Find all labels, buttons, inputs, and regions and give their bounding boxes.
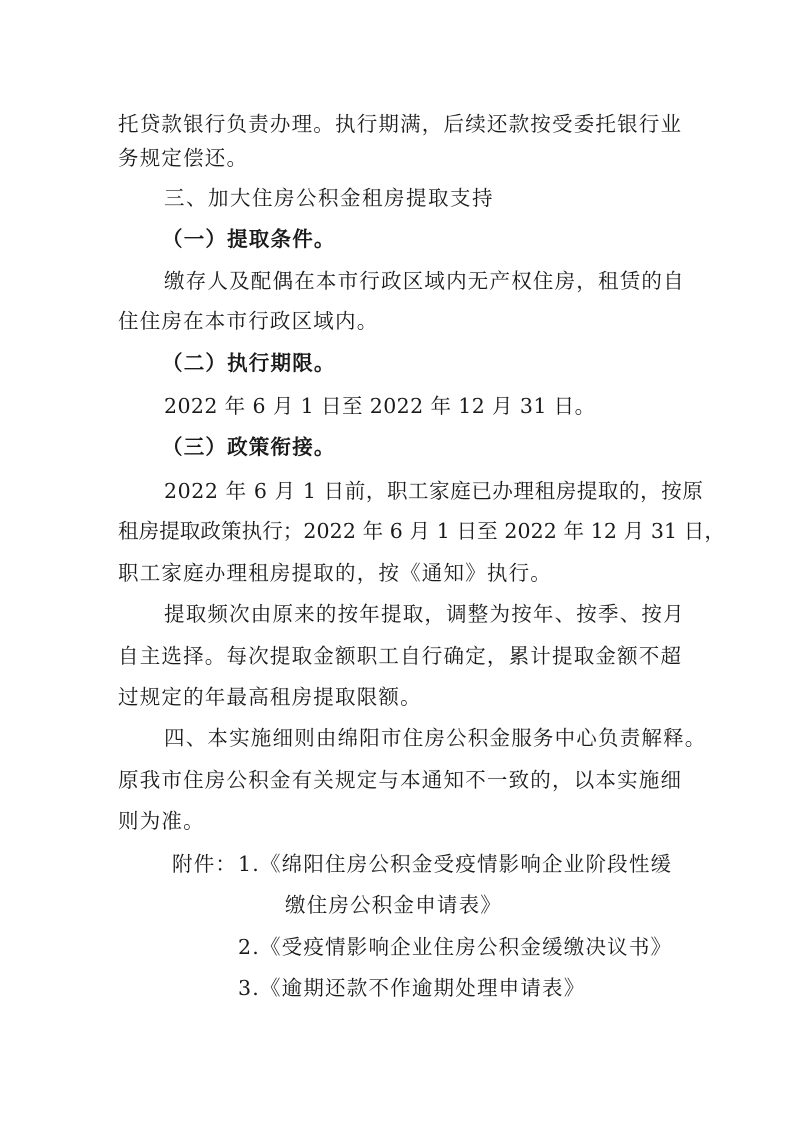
subsection-1-line-2: 住住房在本市行政区域内。	[118, 309, 379, 333]
attachments-label: 附件：	[172, 852, 238, 876]
subsection-3-para-1-line-3: 职工家庭办理租房提取的，按《通知》执行。	[118, 561, 552, 585]
subsection-3-para-1-line-2: 租房提取政策执行；2022 年 6 月 1 日至 2022 年 12 月 31 日，	[118, 519, 725, 543]
subsection-3-para-2-line-3: 过规定的年最高租房提取限额。	[118, 685, 422, 709]
attachment-1-line-2: 缴住房公积金申请表》	[285, 893, 502, 917]
subsection-1-line-1: 缴存人及配偶在本市行政区域内无产权住房，租赁的自	[164, 269, 685, 293]
subsection-2-heading: （二）执行期限。	[162, 351, 336, 375]
subsection-3-heading: （三）政策衔接。	[162, 435, 336, 459]
continuation-line-2: 务规定偿还。	[118, 146, 249, 170]
subsection-3-para-2-line-2: 自主选择。每次提取金额职工自行确定，累计提取金额不超	[118, 644, 683, 668]
attachment-3: 3.《逾期还款不作逾期处理申请表》	[238, 976, 586, 1000]
subsection-3-para-1-line-1: 2022 年 6 月 1 日前，职工家庭已办理租房提取的，按原	[164, 479, 704, 503]
section-4-line-1: 四、本实施细则由绵阳市住房公积金服务中心负责解释。	[164, 726, 707, 750]
section-3-heading: 三、加大住房公积金租房提取支持	[164, 186, 494, 210]
subsection-2-line-1: 2022 年 6 月 1 日至 2022 年 12 月 31 日。	[164, 394, 596, 418]
section-4-line-3: 则为准。	[118, 809, 205, 833]
section-4-line-2: 原我市住房公积金有关规定与本通知不一致的，以本实施细	[118, 768, 683, 792]
subsection-3-para-2-line-1: 提取频次由原来的按年提取，调整为按年、按季、按月	[164, 602, 685, 626]
subsection-1-heading: （一）提取条件。	[162, 227, 336, 251]
attachment-1-line-1: 1.《绵阳住房公积金受疫情影响企业阶段性缓	[238, 852, 673, 876]
attachment-2: 2.《受疫情影响企业住房公积金缓缴决议书》	[238, 935, 673, 959]
continuation-line-1: 托贷款银行负责办理。执行期满，后续还款按受委托银行业	[118, 112, 683, 136]
